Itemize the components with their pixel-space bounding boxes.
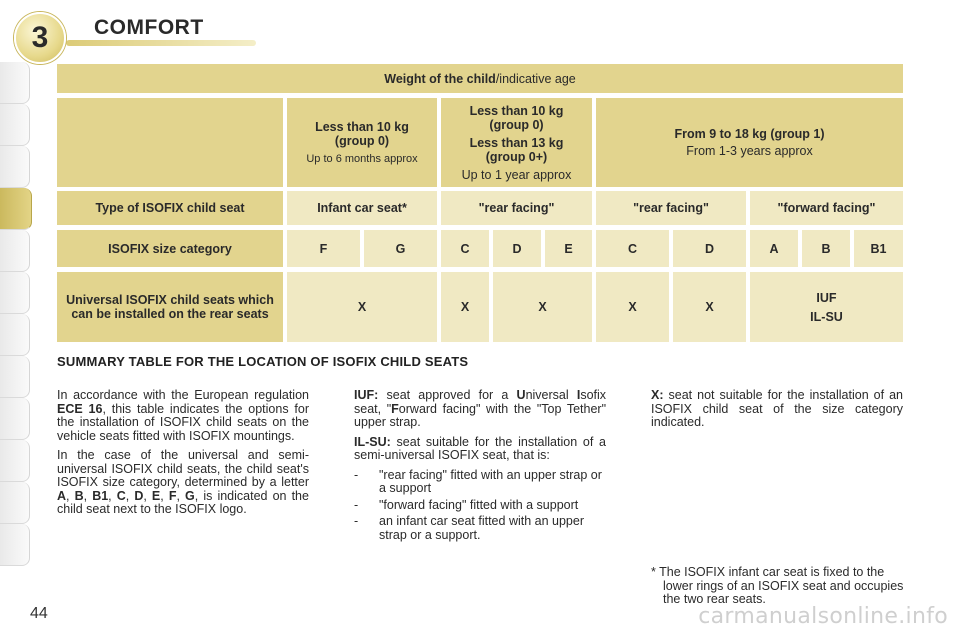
ilsu-label: IL-SU: bbox=[354, 434, 391, 449]
intro-paragraph-1 bbox=[57, 389, 309, 443]
size-letter: F bbox=[168, 488, 177, 503]
list-item bbox=[354, 499, 606, 513]
group-0-cell bbox=[287, 98, 437, 187]
size-letter: E bbox=[151, 488, 161, 503]
text-run: , is indicated on the child seat next to the ISOFIX logo. bbox=[57, 488, 309, 516]
x-definition bbox=[651, 389, 903, 430]
x-definition-column bbox=[651, 389, 903, 436]
group-0plus-label-a: (group 0) bbox=[489, 117, 544, 132]
size-letter: G bbox=[185, 488, 195, 503]
text-run: orward facing" with the "Top Tether" upper strap. bbox=[354, 401, 607, 429]
text-run: seat approved for a bbox=[378, 388, 517, 402]
universal-ilsu: IL-SU bbox=[810, 309, 843, 324]
weight-subtitle: /indicative age bbox=[495, 71, 576, 86]
side-tab[interactable] bbox=[0, 482, 30, 524]
header-bar bbox=[66, 40, 256, 46]
text-run: seat suitable for the installation of a semi-universal ISOFIX seat, that is: bbox=[354, 434, 606, 462]
row-label-universal: Universal ISOFIX child seats which can be installed on the rear seats bbox=[57, 272, 283, 342]
side-tab[interactable] bbox=[0, 104, 30, 146]
dash: - bbox=[354, 467, 359, 482]
size-cat-A: A bbox=[750, 230, 798, 267]
text-run: , this table indicates the options for the installation of ISOFIX child seats on the vehicle seats fitted with ISOFIX mountings. bbox=[57, 401, 309, 443]
weight-title: Weight of the child bbox=[384, 71, 496, 86]
size-cat-B1: B1 bbox=[854, 230, 903, 267]
footnote-text: * The ISOFIX infant car seat is fixed to the lower rings of an ISOFIX seat and occupies the two rear seats. bbox=[651, 565, 904, 606]
universal-iuf: IUF bbox=[816, 290, 837, 305]
size-letter: B1 bbox=[92, 488, 109, 503]
group-0-label: (group 0) bbox=[334, 133, 390, 148]
universal-infant: X bbox=[287, 272, 437, 342]
side-tab[interactable] bbox=[0, 356, 30, 398]
universal-C-0plus: X bbox=[441, 272, 489, 342]
size-cat-D: D bbox=[673, 230, 746, 267]
side-tab[interactable] bbox=[0, 146, 30, 188]
side-tab-strip bbox=[0, 62, 34, 582]
group-0-weight: Less than 10 kg bbox=[315, 119, 409, 134]
x-label: X: bbox=[651, 388, 664, 402]
group-1-weight: From 9 to 18 kg (group 1) bbox=[674, 127, 825, 141]
weight-header-cell bbox=[57, 64, 903, 93]
size-cat-C: C bbox=[441, 230, 489, 267]
group-1-cell bbox=[596, 98, 903, 187]
group-0plus-weight-b: Less than 13 kg bbox=[469, 135, 564, 150]
text-run: seat not suitable for the installation of an ISOFIX child seat of the size category indicated. bbox=[651, 388, 903, 429]
side-tab-active[interactable] bbox=[0, 188, 32, 230]
seat-type-forward-1: "forward facing" bbox=[750, 191, 903, 225]
empty-corner-cell bbox=[57, 98, 283, 187]
iuf-definition bbox=[354, 389, 606, 430]
size-letter: B bbox=[74, 488, 84, 503]
group-0-age: Up to 6 months approx bbox=[306, 152, 418, 165]
footnote bbox=[651, 566, 905, 607]
group-0plus-label-b: (group 0+) bbox=[485, 149, 548, 164]
side-tab[interactable] bbox=[0, 272, 30, 314]
row-label-seat-type: Type of ISOFIX child seat bbox=[57, 191, 283, 225]
seat-type-infant: Infant car seat* bbox=[287, 191, 437, 225]
universal-forward-1 bbox=[750, 272, 903, 342]
ilsu-list bbox=[354, 469, 606, 543]
side-tab[interactable] bbox=[0, 398, 30, 440]
side-tab[interactable] bbox=[0, 230, 30, 272]
page-number: 44 bbox=[30, 605, 48, 622]
size-cat-C: C bbox=[596, 230, 669, 267]
seat-type-rear-1: "rear facing" bbox=[596, 191, 746, 225]
dash: - bbox=[354, 497, 359, 512]
size-cat-F: F bbox=[287, 230, 360, 267]
group-0plus-age: Up to 1 year approx bbox=[461, 167, 572, 182]
size-cat-B: B bbox=[802, 230, 850, 267]
chapter-badge bbox=[14, 12, 66, 64]
chapter-title: COMFORT bbox=[94, 16, 204, 39]
universal-D-1: X bbox=[673, 272, 746, 342]
intro-column bbox=[57, 389, 309, 523]
text-run: U bbox=[516, 388, 526, 402]
row-label-size-category: ISOFIX size category bbox=[57, 230, 283, 267]
list-item-text: "forward facing" fitted with a support bbox=[379, 497, 579, 512]
text-run: I bbox=[576, 388, 581, 402]
iuf-label: IUF: bbox=[354, 388, 379, 402]
watermark: carmanualsonline.info bbox=[698, 604, 948, 629]
text-run: In accordance with the European regulation bbox=[57, 388, 309, 402]
group-0plus-cell bbox=[441, 98, 592, 187]
text-run: sofix seat, " bbox=[354, 388, 607, 416]
side-tab[interactable] bbox=[0, 440, 30, 482]
chapter-number: 3 bbox=[31, 21, 49, 54]
size-cat-E: E bbox=[545, 230, 592, 267]
intro-paragraph-2: In the case of the universal and semi-universal ISOFIX child seats, the child seat's ISOFIX size category, determined by a letter A, B, B1, C, D, E, F, G, is indicated on the child seat next to the ISOFIX logo. bbox=[57, 448, 309, 516]
size-cat-G: G bbox=[364, 230, 437, 267]
dash: - bbox=[354, 514, 359, 528]
list-item-text: "rear facing" fitted with an upper strap or a support bbox=[379, 467, 602, 495]
text-run: F bbox=[391, 401, 399, 416]
side-tab[interactable] bbox=[0, 62, 30, 104]
list-item-text: an infant car seat fitted with an upper strap or a support. bbox=[379, 514, 584, 542]
universal-DE-0plus: X bbox=[493, 272, 592, 342]
regulation-ref: ECE 16 bbox=[57, 401, 103, 416]
list-item bbox=[354, 469, 606, 496]
text-run: niversal bbox=[525, 388, 577, 402]
list-item bbox=[354, 515, 606, 542]
group-0plus-weight-a: Less than 10 kg bbox=[469, 103, 564, 118]
size-cat-D: D bbox=[493, 230, 541, 267]
universal-C-1: X bbox=[596, 272, 669, 342]
size-letter: D bbox=[134, 488, 144, 503]
side-tab[interactable] bbox=[0, 314, 30, 356]
definitions-column bbox=[354, 389, 606, 545]
isofix-table bbox=[57, 64, 903, 342]
summary-heading: SUMMARY TABLE FOR THE LOCATION OF ISOFIX CHILD SEATS bbox=[57, 354, 469, 369]
side-tab[interactable] bbox=[0, 524, 30, 566]
size-letter: A bbox=[57, 488, 67, 503]
seat-type-rear-0plus: "rear facing" bbox=[441, 191, 592, 225]
ilsu-definition bbox=[354, 436, 606, 463]
size-letter: C bbox=[116, 488, 126, 503]
text-run: In the case of the universal and semi-universal ISOFIX child seats, the child seat's ISOFIX size category, determined by a letter bbox=[57, 448, 309, 489]
group-1-age: From 1-3 years approx bbox=[686, 144, 813, 158]
